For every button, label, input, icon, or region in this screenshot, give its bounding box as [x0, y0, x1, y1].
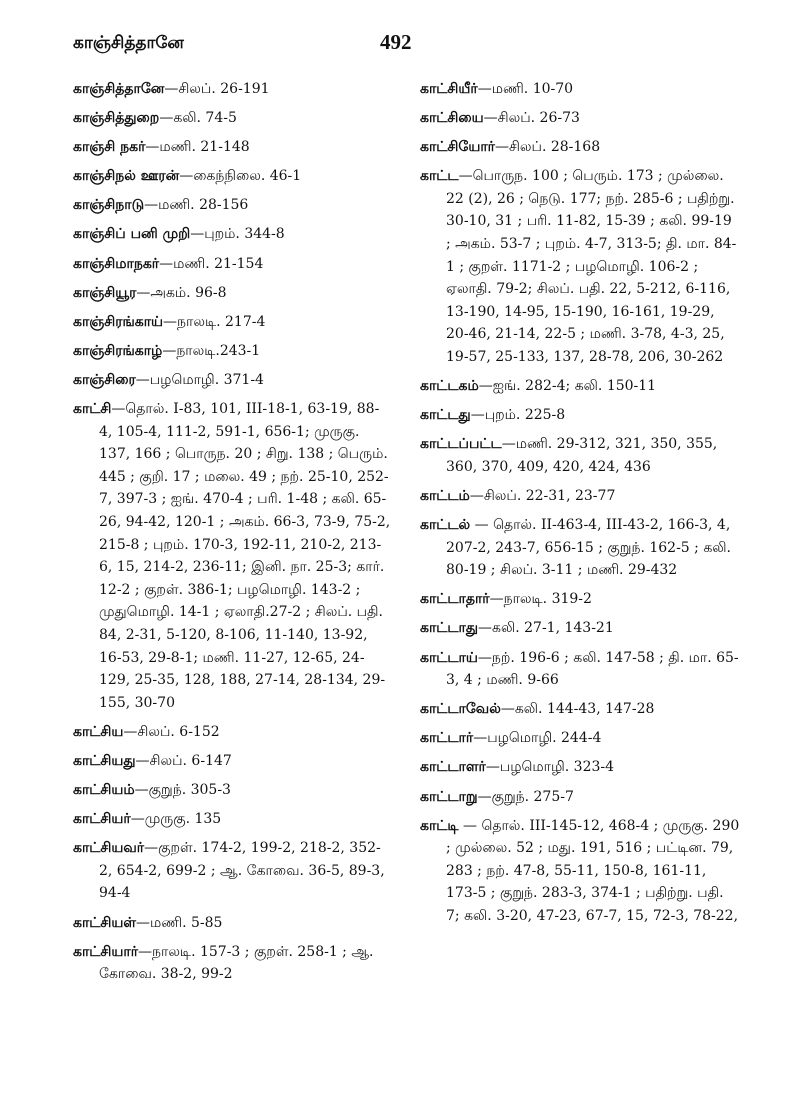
entry-headword: காட்சியது — [73, 752, 136, 769]
entry-headword: காட்டல் — [420, 517, 471, 534]
index-entry — [73, 941, 391, 986]
entry-references: —மணி. 5-85 — [136, 914, 223, 931]
entry-headword: காட்டாது — [420, 620, 479, 637]
entry-references: —நாலடி.243-1 — [162, 342, 261, 359]
index-entry — [73, 721, 391, 744]
entry-references: —குறுந். 305-3 — [134, 782, 231, 799]
index-entry — [420, 107, 740, 130]
index-entry — [420, 78, 740, 101]
index-entry — [73, 808, 391, 831]
index-entry — [420, 433, 740, 478]
entry-references: —சிலப். 26-191 — [164, 81, 270, 97]
entry-headword: காட்சி — [73, 401, 112, 418]
entry-references: —ஐங். 282-4; கலி. 150-11 — [478, 378, 657, 395]
entry-headword: காஞ்சிரை — [73, 371, 136, 388]
entry-references: —கலி. 144-43, 147-28 — [500, 701, 655, 718]
index-entry — [420, 756, 740, 779]
entry-references: —மணி. 21-148 — [145, 139, 250, 156]
entry-references: —சிலப். 26-73 — [483, 110, 580, 127]
entry-headword: காட்டாவேல் — [420, 701, 501, 718]
index-entry — [73, 194, 391, 217]
index-entry — [420, 698, 740, 721]
entry-headword: காட்டது — [420, 407, 471, 424]
entry-headword: காஞ்சிநாடு — [73, 197, 145, 214]
left-column — [73, 78, 391, 992]
entry-headword: காட்சியார் — [73, 943, 139, 960]
entry-headword: காஞ்சிரங்காய் — [73, 313, 164, 330]
entry-references: —புறம். 344-8 — [190, 226, 285, 243]
index-entry — [73, 223, 391, 246]
running-head: காஞ்சித்தானே — [73, 33, 184, 53]
index-entry — [420, 404, 740, 427]
index-entry — [420, 815, 740, 928]
index-entry — [73, 837, 391, 905]
index-entry — [73, 398, 391, 714]
index-entry — [420, 727, 740, 750]
entry-references: —பழமொழி. 371-4 — [135, 371, 264, 388]
entry-references: —புறம். 225-8 — [470, 407, 566, 424]
entry-headword: காஞ்சித்தானே — [73, 81, 165, 97]
entry-headword: காட்சியை — [420, 110, 484, 127]
entry-headword: காட்சியள் — [73, 914, 137, 931]
entry-references: —முருகு. 135 — [130, 811, 222, 828]
entry-headword: காஞ்சிநல் ஊரன் — [73, 168, 180, 185]
entry-headword: காஞ்சி நகர் — [73, 139, 146, 156]
entry-headword: காட்சியம் — [73, 782, 135, 799]
entry-references: —குறுந். 275-7 — [477, 788, 574, 805]
page-number: 492 — [380, 30, 412, 54]
entry-references: —குறள். 174-2, 199-2, 218-2, 352-2, 654-2, 699-2 ; ஆ. கோவை. 36-5, 89-3, 94-4 — [99, 840, 385, 902]
index-entry — [73, 750, 391, 773]
entry-headword: காட்டாறு — [420, 788, 478, 805]
entry-references: —சிலப். 6-152 — [123, 723, 220, 740]
entry-headword: காட்சியீர் — [420, 81, 478, 97]
index-entry — [73, 340, 391, 363]
index-entry — [73, 369, 391, 392]
index-entry — [73, 912, 391, 935]
entry-references: —மணி. 28-156 — [144, 197, 249, 214]
index-entry — [73, 282, 391, 305]
entry-references: —பழமொழி. 323-4 — [485, 759, 615, 776]
entry-headword: காட்டம் — [420, 488, 470, 504]
entry-references: —சிலப். 28-168 — [494, 139, 601, 156]
index-entry — [73, 136, 391, 159]
entry-headword: காஞ்சிரங்காழ் — [73, 342, 163, 359]
entry-headword: காஞ்சிப் பனி முறி — [73, 226, 191, 243]
index-entry — [420, 617, 740, 640]
entry-headword: காஞ்சியூர — [73, 284, 137, 301]
entry-references: —நற். 196-6 ; கலி. 147-58 ; தி. மா. 65-3, 4 ; மணி. 9-66 — [446, 649, 739, 689]
index-entry — [73, 165, 391, 188]
entry-references: —மணி. 10-70 — [477, 81, 574, 97]
index-entry — [73, 253, 391, 276]
entry-headword: காட்சியோர் — [420, 139, 495, 156]
index-entry — [420, 165, 740, 368]
index-entry — [420, 647, 740, 692]
index-entry — [73, 311, 391, 334]
index-entry — [420, 588, 740, 611]
entry-headword: காட்டார் — [420, 730, 474, 747]
entry-headword: காஞ்சிமாநகர் — [73, 255, 160, 272]
index-entry — [73, 78, 391, 101]
entry-references: —மணி. 21-154 — [159, 255, 264, 272]
entry-references: —சிலப். 6-147 — [135, 752, 232, 769]
entry-references: —மணி. 29-312, 321, 350, 355, 360, 370, 409, 420, 424, 436 — [446, 436, 718, 475]
entry-references: —அகம். 96-8 — [136, 284, 227, 301]
entry-headword: காட்டாதார் — [420, 591, 490, 608]
index-entry — [73, 779, 391, 802]
index-entry — [420, 514, 740, 582]
entry-references: —பழமொழி. 244-4 — [473, 730, 602, 747]
entry-references: —கலி. 27-1, 143-21 — [478, 620, 614, 637]
entry-headword: காட்டி — [420, 817, 459, 834]
entry-headword: காட்ட — [420, 168, 459, 185]
entry-references: —பொருந. 100 ; பெரும். 173 ; முல்லை. 22 (2), 26 ; நெடு. 177; நற். 285-6 ; பதிற்று. 30-10, 31 ; பரி. 11-82, 15-39 ; கலி. 99-19 ; அகம். 53-7 ; புறம். 4-7, 313-5; தி. மா. 84-1 ; குறள். 1171-2 ; பழமொழி. 106-2 ; ஏலாதி. 79-2; சிலப். பதி. 22, 5-212, 6-116, 13-190, 14-95, 15-190, 16-161, 19-29, 20-46, 21-14, 22-5 ; மணி. 3-78, 4-3, 25, 19-57, 25-133, 137, 28-78, 206, 30-262 — [446, 168, 737, 366]
entry-headword: காஞ்சித்துறை — [73, 110, 160, 127]
index-entry — [420, 375, 740, 398]
entry-headword: காட்டப்பட்ட — [420, 436, 502, 453]
entry-references: —கைந்நிலை. 46-1 — [179, 168, 302, 185]
entry-headword: காட்டகம் — [420, 378, 479, 395]
entry-headword: காட்சிய — [73, 723, 124, 740]
right-column — [420, 78, 740, 934]
index-entry — [420, 485, 740, 508]
entry-references: —தொல். I-83, 101, III-18-1, 63-19, 88-4, 105-4, 111-2, 591-1, 656-1; முருகு. 137, 166 ; பொருந. 20 ; சிறு. 138 ; பெரும். 445 ; குறி. 17 ; மலை. 49 ; நற். 25-10, 252-7, 397-3 ; ஐங். 470-4 ; பரி. 1-48 ; கலி. 65-26, 94-42, 120-1 ; அகம். 66-3, 73-9, 75-2, 215-8 ; புறம். 170-3, 192-11, 210-2, 213-6, 15, 214-2, 236-11; இனி. நா. 25-3; கார். 12-2 ; குறள். 386-1; பழமொழி. 143-2 ; முதுமொழி. 14-1 ; ஏலாதி.27-2 ; சிலப். பதி. 84, 2-31, 5-120, 8-106, 11-140, 13-92, 16-53, 29-8-1; மணி. 11-27, 12-65, 24-129, 25-35, 128, 188, 27-14, 28-134, 29-155, 30-70 — [99, 401, 391, 711]
entry-references: —நாலடி. 157-3 ; குறள். 258-1 ; ஆ. கோவை. 38-2, 99-2 — [99, 943, 374, 983]
entry-references: — தொல். III-145-12, 468-4 ; முருகு. 290 ; முல்லை. 52 ; மது. 191, 516 ; பட்டின. 79, 283 ; நற். 47-8, 55-11, 150-8, 161-11, 173-5 ; குறுந். 283-3, 374-1 ; பதிற்று. பதி. 7; கலி. 3-20, 47-23, 67-7, 15, 72-3, 78-22, — [446, 817, 740, 924]
entry-references: — தொல். II-463-4, III-43-2, 166-3, 4, 207-2, 243-7, 656-15 ; குறுந். 162-5 ; கலி. 80-19 ; சிலப். 3-11 ; மணி. 29-432 — [446, 517, 731, 579]
entry-references: —கலி. 74-5 — [159, 110, 237, 127]
entry-headword: காட்சியவர் — [73, 840, 145, 857]
entry-headword: காட்சியர் — [73, 811, 131, 828]
entry-headword: காட்டாளர் — [420, 759, 486, 776]
entry-headword: காட்டாய் — [420, 649, 478, 666]
index-entry — [420, 786, 740, 809]
entry-references: —சிலப். 22-31, 23-77 — [469, 488, 616, 504]
entry-references: —நாலடி. 217-4 — [163, 313, 266, 330]
index-entry — [73, 107, 391, 130]
index-entry — [420, 136, 740, 159]
entry-references: —நாலடி. 319-2 — [489, 591, 592, 608]
